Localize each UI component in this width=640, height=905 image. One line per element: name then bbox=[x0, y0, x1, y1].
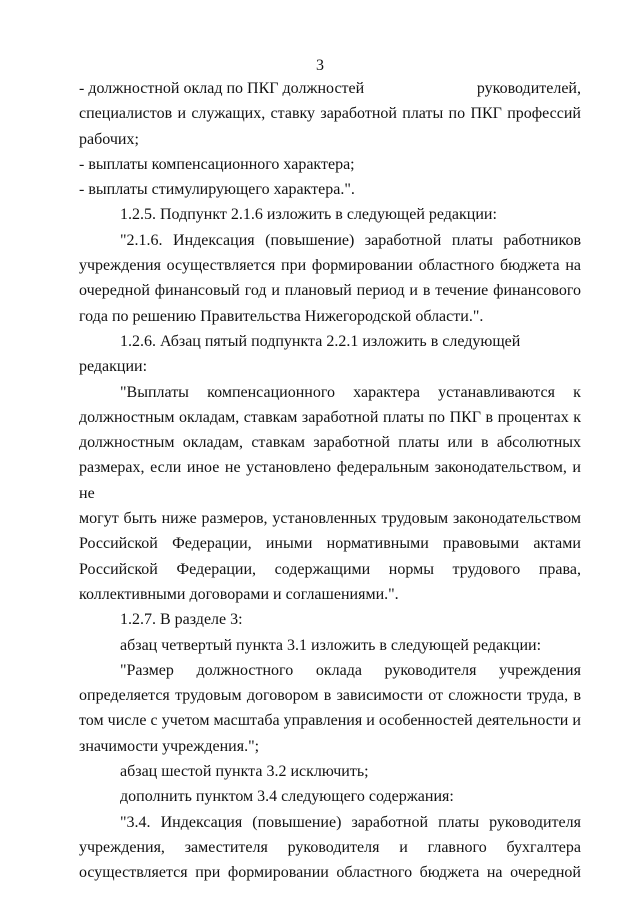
line-text: определяется трудовым договором в зависимости от сложности труда, в bbox=[79, 687, 581, 705]
paragraph-line bbox=[79, 810, 581, 835]
line-text: "2.1.6. Индексация (повышение) заработной платы работников bbox=[120, 231, 581, 249]
line-text: "3.4. Индексация (повышение) заработной платы руководителя bbox=[120, 813, 581, 831]
paragraph-line bbox=[79, 506, 581, 531]
paragraph-line bbox=[79, 734, 581, 759]
word: оклада bbox=[315, 661, 362, 679]
word: главного bbox=[427, 838, 487, 856]
word: характера bbox=[353, 383, 420, 401]
line-text: 1.2.5. Подпункт 2.1.6 изложить в следующей редакции: bbox=[120, 206, 497, 224]
word: и bbox=[399, 838, 408, 856]
line-part: руководителей, bbox=[476, 80, 581, 97]
word: актами bbox=[533, 535, 581, 553]
word: Российской bbox=[79, 560, 158, 578]
word: заместителя bbox=[184, 838, 268, 856]
line-text: - выплаты компенсационного характера; bbox=[79, 155, 355, 173]
paragraph-line bbox=[79, 557, 581, 582]
paragraph-line bbox=[79, 607, 581, 632]
paragraph-line bbox=[79, 531, 581, 556]
word: иными bbox=[265, 535, 313, 553]
paragraph-line bbox=[79, 380, 581, 405]
line-text: коллективными договорами и соглашениями.". bbox=[79, 585, 399, 603]
paragraph-line bbox=[79, 152, 581, 177]
line-text: 1.2.7. В разделе 3: bbox=[120, 611, 243, 629]
word: руководителя bbox=[384, 661, 477, 679]
word: к bbox=[573, 383, 581, 401]
paragraph-line bbox=[79, 430, 581, 455]
word: нормативными bbox=[326, 535, 429, 553]
line-text: абзац шестой пункта 3.2 исключить; bbox=[120, 763, 369, 781]
line-text: - выплаты стимулирующего характера.". bbox=[79, 181, 355, 199]
paragraph-line bbox=[79, 658, 581, 683]
line-text: года по решению Правительства Нижегородской области.". bbox=[79, 307, 484, 325]
word: руководителя bbox=[287, 838, 380, 856]
word: должностного bbox=[196, 661, 294, 679]
paragraph-line bbox=[79, 835, 581, 860]
line-text: том числе с учетом масштаба управления и особенностей деятельности и bbox=[79, 712, 581, 730]
line-text: осуществляется при формировании областного бюджета на очередной bbox=[79, 864, 581, 882]
paragraph-line bbox=[79, 784, 581, 809]
word: учреждения, bbox=[79, 838, 165, 856]
word: нормы bbox=[388, 560, 434, 578]
paragraph-line bbox=[79, 633, 581, 658]
paragraph-line bbox=[79, 405, 581, 430]
paragraph-line bbox=[79, 101, 581, 126]
line-text: абзац четвертый пункта 3.1 изложить в следующей редакции: bbox=[120, 636, 542, 654]
line-text: специалистов и служащих, ставку заработной платы по ПКГ профессий bbox=[79, 105, 581, 123]
paragraph-line bbox=[79, 304, 581, 329]
paragraph-line bbox=[79, 253, 581, 278]
word: права, bbox=[538, 560, 581, 578]
document-body bbox=[79, 76, 581, 886]
word: правовыми bbox=[443, 535, 520, 553]
paragraph-line bbox=[79, 76, 581, 101]
line-text: должностным окладам, ставкам заработной платы по ПКГ в процентах к bbox=[79, 408, 581, 426]
line-part: - должностной оклад по ПКГ должностей bbox=[79, 80, 365, 97]
paragraph-line bbox=[79, 708, 581, 733]
paragraph-line bbox=[79, 127, 581, 152]
page-number: 3 bbox=[316, 57, 324, 74]
line-text: дополнить пунктом 3.4 следующего содержания: bbox=[120, 788, 454, 806]
line-text: очередной финансовый год и плановый период и в течение финансового bbox=[79, 282, 581, 300]
word: Федерации, bbox=[172, 535, 252, 553]
line-text: учреждения осуществляется при формировании областного бюджета на bbox=[79, 257, 581, 275]
paragraph-line bbox=[79, 759, 581, 784]
word: Федерации, bbox=[176, 560, 256, 578]
line-text: значимости учреждения."; bbox=[79, 737, 260, 755]
word: "Размер bbox=[120, 661, 174, 679]
line-text: могут быть ниже размеров, установленных трудовым законодательством bbox=[79, 510, 581, 528]
paragraph-line bbox=[79, 202, 581, 227]
paragraph-line bbox=[79, 860, 581, 885]
word: устанавливаются bbox=[438, 383, 555, 401]
word: содержащими bbox=[274, 560, 371, 578]
line-text: размерах, если иное не установлено федеральным законодательством, и не bbox=[79, 459, 581, 502]
paragraph-line bbox=[79, 582, 581, 607]
paragraph-line bbox=[79, 177, 581, 202]
line-text: рабочих; bbox=[79, 130, 139, 148]
word: трудового bbox=[452, 560, 521, 578]
line-text: должностным окладам, ставкам заработной платы или в абсолютных bbox=[79, 434, 581, 452]
word: учреждения bbox=[499, 661, 581, 679]
paragraph-line bbox=[79, 329, 581, 380]
paragraph-line bbox=[79, 683, 581, 708]
word: компенсационного bbox=[207, 383, 335, 401]
word: "Выплаты bbox=[120, 383, 189, 401]
word: Российской bbox=[79, 535, 158, 553]
word: бухгалтера bbox=[506, 838, 581, 856]
paragraph-line bbox=[79, 278, 581, 303]
paragraph-line bbox=[79, 455, 581, 506]
paragraph-line bbox=[79, 228, 581, 253]
line-text: 1.2.6. Абзац пятый подпункта 2.2.1 изложить в следующей редакции: bbox=[79, 332, 521, 376]
